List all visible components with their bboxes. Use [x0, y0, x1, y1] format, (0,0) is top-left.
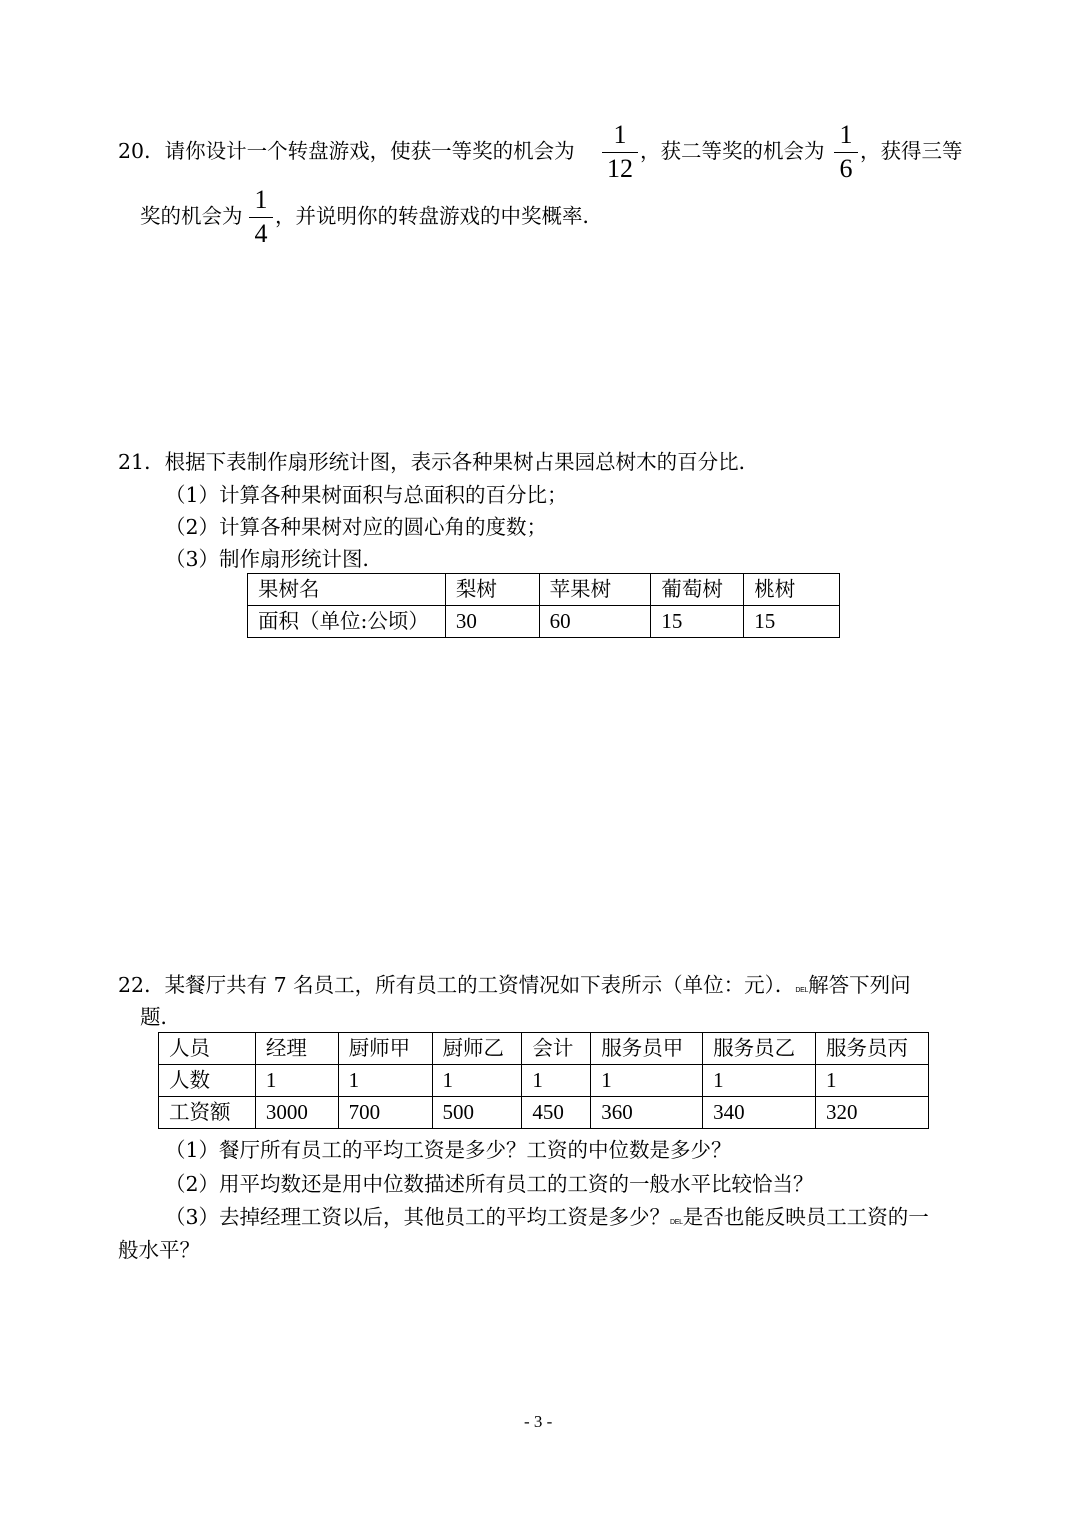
fraction-denominator: 6	[839, 154, 853, 183]
q22-sub3-b: 是否也能反映员工工资的一	[682, 1205, 929, 1229]
table-cell: 3000	[255, 1097, 338, 1129]
table-cell: 工资额	[159, 1097, 256, 1129]
table-cell: 经理	[255, 1033, 338, 1065]
table-cell: 500	[432, 1097, 522, 1129]
table-cell: 1	[703, 1065, 816, 1097]
q21-sub3: （3）制作扇形统计图．	[165, 547, 384, 571]
table-row	[159, 1065, 929, 1097]
table-cell: 果树名	[248, 574, 446, 606]
fraction-bar	[249, 217, 273, 218]
table-cell: 厨师甲	[338, 1033, 432, 1065]
q20-line2-a: 奖的机会为	[140, 204, 243, 228]
page-number: - 3 -	[524, 1412, 553, 1431]
table-cell: 450	[522, 1097, 591, 1129]
q20-line1-c: ，获得三等	[860, 139, 963, 163]
table-cell: 320	[816, 1097, 929, 1129]
table-cell: 人员	[159, 1033, 256, 1065]
q21-sub2: （2）计算各种果树对应的圆心角的度数；	[165, 515, 548, 539]
q22-sub3-a: （3）去掉经理工资以后，其他员工的平均工资是多少？	[165, 1205, 671, 1229]
staff-wage-table	[158, 1032, 929, 1129]
table-row	[159, 1033, 929, 1065]
table-cell: 1	[255, 1065, 338, 1097]
q21-sub1: （1）计算各种果树面积与总面积的百分比；	[165, 483, 568, 507]
fraction-denominator: 4	[254, 219, 268, 248]
table-cell: 服务员丙	[816, 1033, 929, 1065]
q20-fraction-1-12	[602, 120, 638, 184]
table-cell: 15	[651, 606, 744, 638]
table-cell: 苹果树	[539, 574, 651, 606]
q22-stem-b: 解答下列问	[808, 973, 911, 997]
q22-sub1: （1）餐厅所有员工的平均工资是多少？工资的中位数是多少？	[165, 1138, 732, 1162]
q20-line1-a: 20．请你设计一个转盘游戏，使获一等奖的机会为	[118, 139, 575, 163]
q20-fraction-1-6	[834, 120, 858, 184]
q21-stem: 21．根据下表制作扇形统计图，表示各种果树占果园总树木的百分比．	[118, 450, 760, 474]
fraction-numerator: 1	[254, 185, 268, 214]
q20-line2-b: ，并说明你的转盘游戏的中奖概率．	[275, 204, 603, 228]
fraction-numerator: 1	[613, 120, 627, 149]
fraction-numerator: 1	[839, 120, 853, 149]
q22-sub3-line1	[165, 1203, 929, 1237]
q22-stem-line1	[118, 971, 911, 1005]
fruit-tree-table	[247, 573, 840, 638]
table-cell: 360	[591, 1097, 703, 1129]
del-mark: DEL	[795, 987, 809, 994]
table-cell: 1	[591, 1065, 703, 1097]
table-cell: 面积（单位:公顷）	[248, 606, 446, 638]
table-cell: 会计	[522, 1033, 591, 1065]
table-cell: 340	[703, 1097, 816, 1129]
table-cell: 15	[744, 606, 840, 638]
table-row	[248, 606, 840, 638]
q22-stem-a: 22．某餐厅共有 7 名员工，所有员工的工资情况如下表所示（单位：元）．	[118, 973, 796, 997]
table-cell: 1	[522, 1065, 591, 1097]
del-mark: DEL	[670, 1219, 683, 1226]
q22-sub3-line2: 般水平？	[118, 1238, 200, 1262]
q20-line1-b: ，获二等奖的机会为	[640, 139, 825, 163]
table-row	[159, 1097, 929, 1129]
table-cell: 桃树	[744, 574, 840, 606]
table-cell: 梨树	[445, 574, 539, 606]
table-cell: 1	[432, 1065, 522, 1097]
table-cell: 60	[539, 606, 651, 638]
fraction-bar	[602, 152, 638, 153]
fraction-denominator: 12	[607, 154, 633, 183]
table-row	[248, 574, 840, 606]
table-cell: 服务员乙	[703, 1033, 816, 1065]
q20-fraction-1-4	[249, 185, 273, 249]
table-cell: 人数	[159, 1065, 256, 1097]
table-cell: 葡萄树	[651, 574, 744, 606]
q22-sub2: （2）用平均数还是用中位数描述所有员工的工资的一般水平比较恰当？	[165, 1172, 814, 1196]
table-cell: 1	[816, 1065, 929, 1097]
q22-stem-line2: 题．	[140, 1005, 181, 1029]
table-cell: 30	[445, 606, 539, 638]
fraction-bar	[834, 152, 858, 153]
table-cell: 服务员甲	[591, 1033, 703, 1065]
table-cell: 700	[338, 1097, 432, 1129]
table-cell: 1	[338, 1065, 432, 1097]
table-cell: 厨师乙	[432, 1033, 522, 1065]
